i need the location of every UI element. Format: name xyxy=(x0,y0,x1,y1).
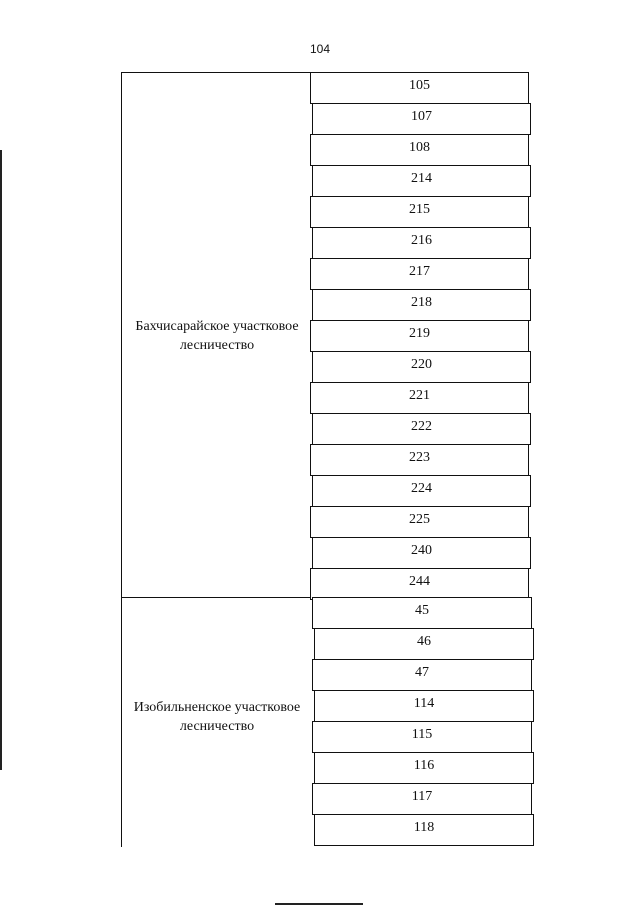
quarter-cell: 240 xyxy=(312,537,531,569)
quarter-cell: 221 xyxy=(310,382,529,414)
quarter-cell: 219 xyxy=(310,320,529,352)
page-number: 104 xyxy=(309,42,331,56)
quarter-cell: 223 xyxy=(310,444,529,476)
quarter-cell: 45 xyxy=(312,597,532,629)
quarter-cell: 225 xyxy=(310,506,529,538)
quarter-cell: 105 xyxy=(310,72,529,104)
quarter-cell: 217 xyxy=(310,258,529,290)
forestry-name-izobilnenskoe: Изобильненское участковое лесничество xyxy=(133,700,301,734)
table-top-border xyxy=(121,72,311,73)
quarter-cell: 222 xyxy=(312,413,531,445)
quarter-cell: 114 xyxy=(314,690,534,722)
quarter-cell: 115 xyxy=(312,721,532,753)
quarter-cell: 116 xyxy=(314,752,534,784)
quarter-cell: 118 xyxy=(314,814,534,846)
quarter-cell: 117 xyxy=(312,783,532,815)
quarter-cell: 47 xyxy=(312,659,532,691)
group-divider xyxy=(121,597,311,598)
quarter-cell: 244 xyxy=(310,568,529,600)
quarter-cell: 214 xyxy=(312,165,531,197)
quarter-cell: 220 xyxy=(312,351,531,383)
quarter-cell: 108 xyxy=(310,134,529,166)
quarter-cell: 216 xyxy=(312,227,531,259)
quarter-cell: 107 xyxy=(312,103,531,135)
scan-edge-left xyxy=(0,150,2,770)
quarter-cell: 46 xyxy=(314,628,534,660)
quarter-cell: 218 xyxy=(312,289,531,321)
table-left-border xyxy=(121,72,122,847)
quarter-cell: 215 xyxy=(310,196,529,228)
quarter-cell: 224 xyxy=(312,475,531,507)
forestry-name-bakhchisaray: Бахчисарайское участковое лесничество xyxy=(135,319,299,353)
